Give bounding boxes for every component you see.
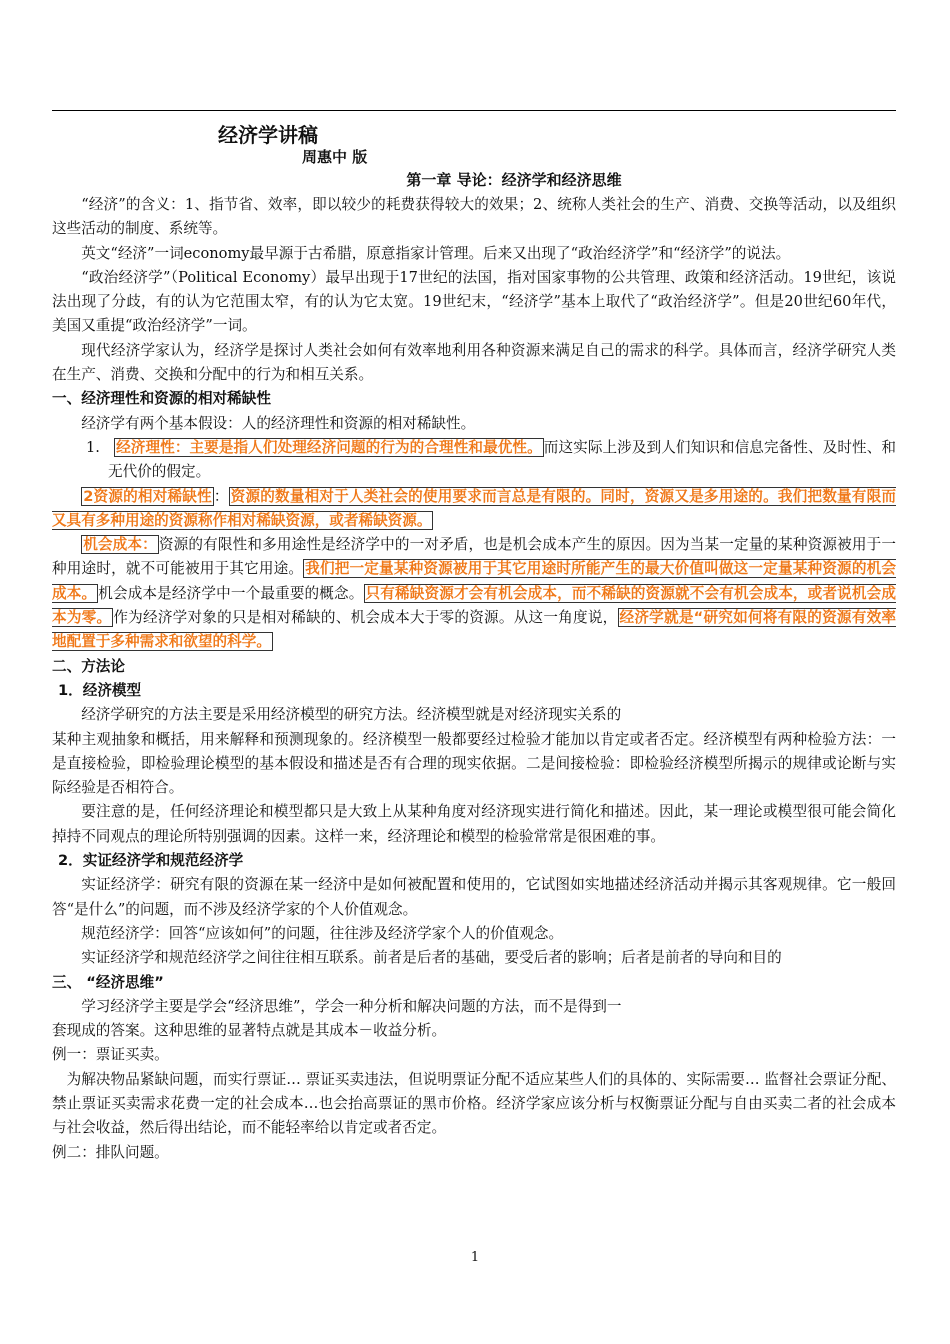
document-title: 经济学讲稿: [218, 123, 318, 147]
example-1-paragraph: 为解决物品紧缺问题，而实行票证… 票证买卖违法，但说明票证分配不适应某些人们的具体的、实际需要… 监督社会票证分配、禁止票证买卖需求花费一定的社会成本…也会抬高票证的黑市价格。经济学家应该分析与权衡票证分配与自由买卖二者的社会成本与社会收益，然后得出结论，而不能轻率给以肯定或者否定。: [52, 1070, 896, 1137]
opportunity-cost-paragraph: [52, 533, 896, 654]
section-2-heading: 二、方法论: [52, 657, 125, 675]
scarcity-colon: ：: [213, 487, 229, 505]
example-1-title: 例一：票证买卖。: [52, 1046, 169, 1064]
header-rule: [52, 110, 896, 111]
positive-economics-paragraph: 实证经济学：研究有限的资源在某一经济中是如何被配置和使用的，它试图如实地描述经济活动并揭示其客观规律。它一般回答“是什么”的问题，而不涉及经济学家的个人价值观念。: [52, 876, 896, 918]
highlight-opportunity-cost-definition: 我们把一定量某种资源被用于其它用途时所能产生的最大价值叫做这一定量某种资源的机会成本。: [52, 560, 896, 602]
intro-paragraph-2: 英文“经济”一词economy最早源于古希腊，原意指家计管理。后来又出现了“政治经济学”和“经济学”的说法。: [81, 244, 791, 262]
highlight-opportunity-cost-label: 机会成本：: [83, 536, 157, 554]
intro-paragraph-4: 现代经济学家认为，经济学是探讨人类社会如何有效率地利用各种资源来满足自己的需求的科学。具体而言，经济学研究人类在生产、消费、交换和分配中的行为和相互关系。: [52, 341, 896, 384]
subsection-economic-model: 1．经济模型: [58, 681, 142, 699]
list-item-relative-scarcity: [52, 485, 896, 534]
section-3-heading: 三、 “经济思维”: [52, 973, 164, 991]
oc-text-3: 作为经济学对象的只是相对稀缺的、机会成本大于零的资源。从这一角度说，: [113, 609, 618, 627]
example-2-title: 例二：排队问题。: [52, 1143, 169, 1161]
oc-text-2: 机会成本是经济学中一个最重要的概念。: [98, 584, 364, 602]
intro-paragraph-1: “经济”的含义：1、指节省、效率，即以较少的耗费获得较大的效果；2、统称人类社会的生产、消费、交换等活动，以及组织这些活动的制度、系统等。: [52, 196, 896, 238]
model-paragraph-1a: 经济学研究的方法主要是采用经济模型的研究方法。经济模型就是对经济现实关系的: [81, 706, 622, 724]
chapter-title: 第一章 导论：经济学和经济思维: [406, 171, 622, 189]
normative-economics-paragraph: 规范经济学：回答“应该如何”的问题，往往涉及经济学家个人的价值观念。: [81, 924, 564, 942]
page-number: 1: [470, 1250, 480, 1265]
highlight-economic-rationality: 经济理性：主要是指人们处理经济问题的行为的合理性和最优性。: [116, 438, 542, 456]
highlight-scarcity-definition: 资源的数量相对于人类社会的使用要求而言总是有限的。同时，资源又是多用途的。我们把数量有限而又具有多种用途的资源称作相对稀缺资源，或者稀缺资源。: [52, 487, 896, 529]
list-item-number: 1.: [86, 438, 100, 456]
highlight-scarce-resource: 只有稀缺资源才会有机会成本，而不稀缺的资源就不会有机会成本，或者说机会成本为零。: [52, 584, 896, 627]
thinking-paragraph-1b: 套现成的答案。这种思维的显著特点就是其成本－收益分析。: [52, 1022, 447, 1040]
list-item-economic-rationality: [52, 436, 896, 485]
section-1-heading: 一、经济理性和资源的相对稀缺性: [52, 390, 271, 408]
document-author: 周惠中 版: [302, 148, 368, 166]
highlight-scarcity-label: 2资源的相对稀缺性: [83, 487, 212, 505]
model-paragraph-1b: 某种主观抽象和概括，用来解释和预测现象的。经济模型一般都要经过检验才能加以肯定或者否定。经济模型有两种检验方法：一是直接检验，即检验理论模型的基本假设和描述是否有合理的现实依据。二是间接检验：即检验经济模型所揭示的规律或论断与实际经验是否相符合。: [52, 730, 896, 797]
thinking-paragraph-1a: 学习经济学主要是学会“经济思维”，学会一种分析和解决问题的方法，而不是得到一: [81, 997, 622, 1015]
oc-text-1: 资源的有限性和多用途性是经济学中的一对矛盾，也是机会成本产生的原因。因为当某一定量的某种资源被用于一种用途时，就不可能被用于其它用途。: [52, 536, 896, 578]
relation-paragraph: 实证经济学和规范经济学之间往往相互联系。前者是后者的基础，要受后者的影响；后者是前者的导向和目的: [81, 949, 782, 967]
document-page: [52, 118, 896, 1165]
highlight-economics-definition: 经济学就是“研究如何将有限的资源有效率地配置于多种需求和欲望的科学。: [52, 609, 896, 651]
list-item-text: 而这实际上涉及到人们知识和信息完备性、及时性、和无代价的假定。: [108, 438, 896, 481]
intro-paragraph-3: “政治经济学”（Political Economy）最早出现于17世纪的法国，指对国家事物的公共管理、政策和经济活动。19世纪，该说法出现了分歧，有的认为它范围太窄，有的认为它太宽。19世纪末，“经济学”基本上取代了“政治经济学”。但是20世纪60年代，美国又重提“政治经济学”一词。: [52, 268, 896, 335]
section-1-paragraph: 经济学有两个基本假设：人的经济理性和资源的相对稀缺性。: [81, 414, 476, 432]
model-paragraph-2: 要注意的是，任何经济理论和模型都只是大致上从某种角度对经济现实进行简化和描述。因此，某一理论或模型很可能会简化掉持不同观点的理论所特别强调的因素。这样一来，经济理论和模型的检验常常是很困难的事。: [52, 803, 896, 845]
subsection-positive-normative: 2．实证经济学和规范经济学: [58, 852, 244, 870]
